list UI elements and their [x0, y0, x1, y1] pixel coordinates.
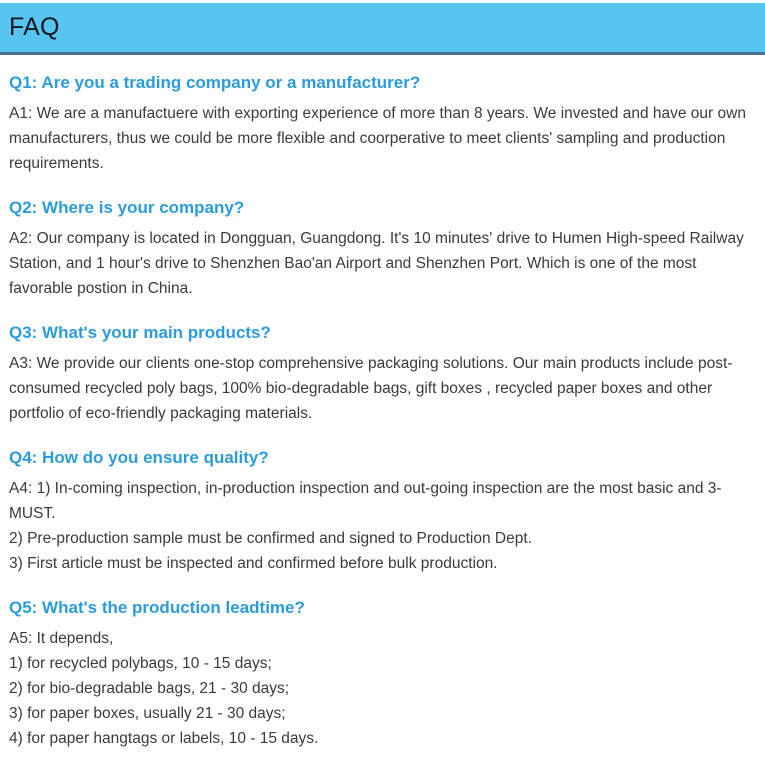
- faq-page: [0, 3, 765, 761]
- answer-paragraph: 4) for paper hangtags or labels, 10 - 15 days.: [9, 730, 319, 747]
- answer-paragraph: A4: 1) In-coming inspection, in-production inspection and out-going inspection are the most basic and 3-MUST.: [9, 480, 722, 522]
- question-heading: Q4: How do you ensure quality?: [9, 448, 269, 467]
- faq-section-q4: [9, 448, 755, 576]
- answer-paragraph: 1) for recycled polybags, 10 - 15 days;: [9, 655, 272, 672]
- faq-section-q3: [9, 323, 755, 426]
- answer-paragraph: A3: We provide our clients one-stop comprehensive packaging solutions. Our main products include post-consumed recycled poly bags, 100% bio-degradable bags, gift boxes , recycled paper boxes and other portfolio of eco-friendly packaging materials.: [9, 355, 733, 422]
- answer-paragraph: 2) for bio-degradable bags, 21 - 30 days;: [9, 680, 290, 697]
- faq-header-bar: [0, 3, 765, 55]
- question-heading: Q5: What's the production leadtime?: [9, 598, 305, 617]
- faq-section-q5: [9, 598, 755, 751]
- answer-paragraph: 3) First article must be inspected and confirmed before bulk production.: [9, 555, 498, 572]
- question-heading: Q2: Where is your company?: [9, 198, 245, 217]
- faq-section-q1: [9, 73, 755, 176]
- faq-content: [0, 55, 765, 761]
- answer-paragraph: A5: It depends,: [9, 630, 114, 647]
- faq-section-q2: [9, 198, 755, 301]
- page-title: FAQ: [9, 13, 60, 41]
- answer-paragraph: A2: Our company is located in Dongguan, Guangdong. It's 10 minutes' drive to Humen High-speed Railway Station, and 1 hour's drive to Shenzhen Bao'an Airport and Shenzhen Port. Which is one of the most favorable postion in China.: [9, 230, 744, 297]
- question-heading: Q1: Are you a trading company or a manufacturer?: [9, 73, 421, 92]
- answer-paragraph: 3) for paper boxes, usually 21 - 30 days;: [9, 705, 286, 722]
- answer-paragraph: A1: We are a manufactuere with exporting experience of more than 8 years. We invested and have our own manufacturers, thus we could be more flexible and coorperative to meet clients' sampling and production requirements.: [9, 105, 746, 172]
- answer-paragraph: 2) Pre-production sample must be confirmed and signed to Production Dept.: [9, 530, 532, 547]
- question-heading: Q3: What's your main products?: [9, 323, 271, 342]
